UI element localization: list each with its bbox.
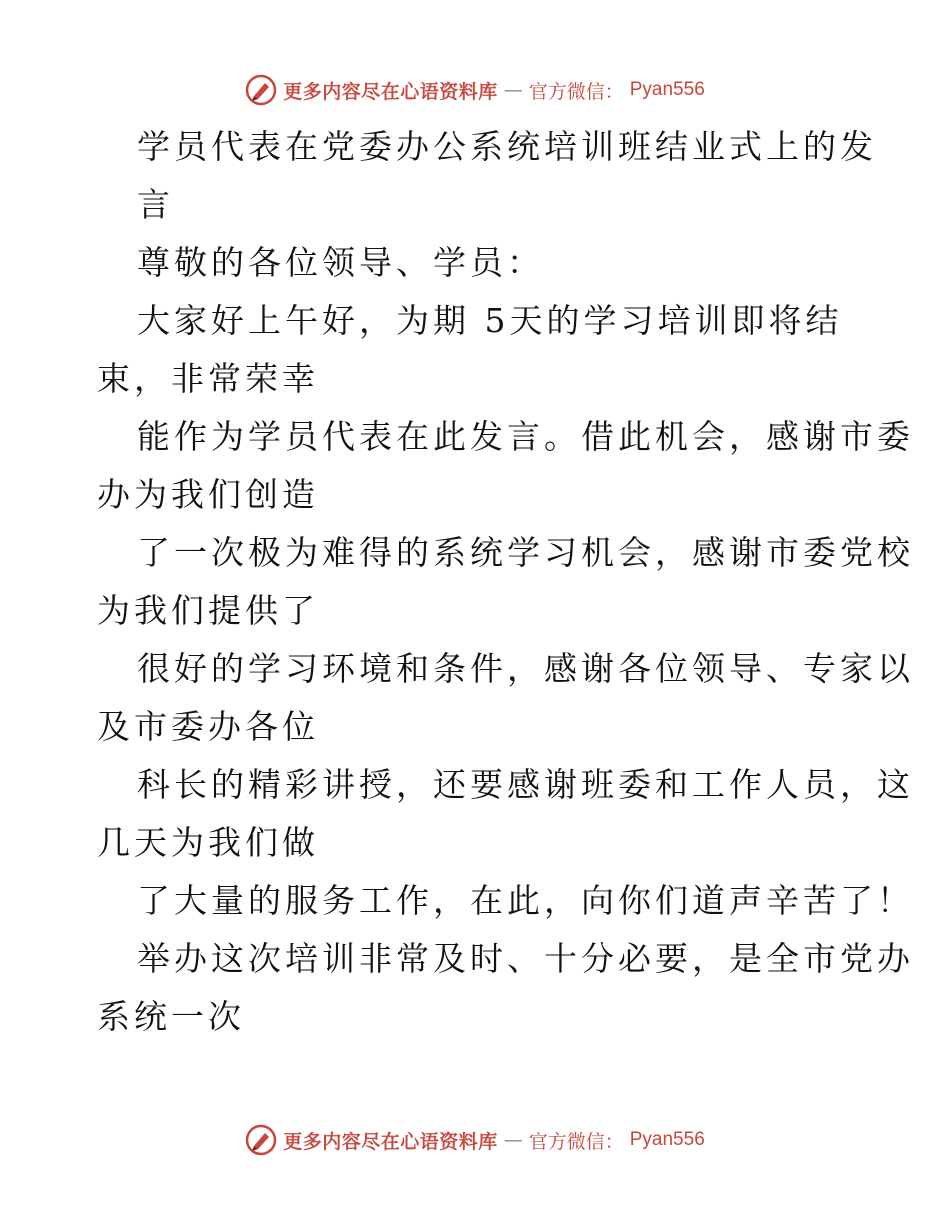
document-body (97, 118, 914, 1046)
watermark-brand: 更多内容尽在心语资料库 (283, 80, 498, 103)
doc-paragraph-line: 及市委办各位 (97, 707, 319, 746)
doc-paragraph-line: 办为我们创造 (97, 475, 319, 514)
doc-title-line-2: 言 (137, 185, 174, 224)
watermark-dash: — (503, 79, 523, 101)
doc-paragraph-line: 大家好上午好，为期 5天的学习培训即将结 (137, 301, 843, 340)
footer-watermark (0, 1120, 950, 1160)
doc-paragraph-line: 几天为我们做 (97, 823, 319, 862)
doc-paragraph-line: 了大量的服务工作，在此，向你们道声辛苦了！ (137, 881, 914, 920)
doc-paragraph-line: 很好的学习环境和条件，感谢各位领导、专家以 (137, 649, 914, 688)
brand-logo-icon (245, 1124, 277, 1156)
doc-salutation: 尊敬的各位领导、学员： (137, 243, 544, 282)
doc-paragraph-line: 了一次极为难得的系统学习机会，感谢市委党校 (137, 533, 914, 572)
doc-paragraph-line: 举办这次培训非常及时、十分必要，是全市党办 (137, 939, 914, 978)
brand-logo-icon (245, 74, 277, 106)
doc-title-line-1: 学员代表在党委办公系统培训班结业式上的发 (137, 127, 877, 166)
header-watermark (0, 70, 950, 110)
watermark-dash: — (503, 1129, 523, 1151)
doc-paragraph-line: 束，非常荣幸 (97, 359, 319, 398)
watermark-wechat-id: Pyan556 (629, 79, 705, 100)
doc-paragraph-line: 科长的精彩讲授，还要感谢班委和工作人员，这 (137, 765, 914, 804)
doc-paragraph-line: 为我们提供了 (97, 591, 319, 630)
watermark-brand: 更多内容尽在心语资料库 (283, 1130, 498, 1153)
doc-paragraph-line: 能作为学员代表在此发言。借此机会，感谢市委 (137, 417, 914, 456)
watermark-wechat-label: 官方微信： (528, 80, 624, 103)
watermark-wechat-id: Pyan556 (629, 1129, 705, 1150)
doc-paragraph-line: 系统一次 (97, 997, 245, 1036)
watermark-wechat-label: 官方微信： (528, 1130, 624, 1153)
